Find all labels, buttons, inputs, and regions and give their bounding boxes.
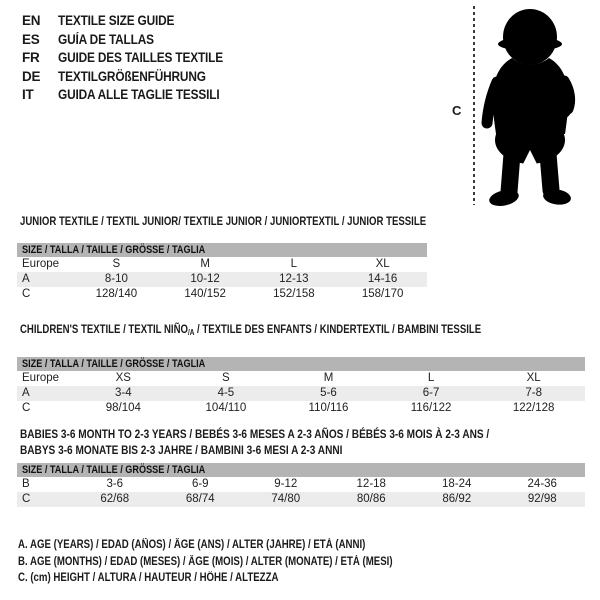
size-cell: S [222,372,230,384]
footnotes [18,537,464,587]
size-table-header-text: SIZE / TALLA / TAILLE / GRÖSSE / TAGLIA [22,358,206,370]
size-cell: 6-7 [422,387,440,399]
junior-size-table [17,243,427,302]
size-cell: 98/104 [105,402,141,414]
size-table-row [17,477,585,492]
size-cell: XS [115,372,131,384]
footnote-c [18,570,464,587]
size-cell: 12-18 [356,478,386,490]
lang-row-it [22,86,246,105]
size-cell: 4-5 [217,387,235,399]
size-table-row [17,257,427,272]
children-size-table [17,357,585,416]
size-cell: 74/80 [271,493,301,505]
language-list [22,12,246,105]
lang-text: GUÍA DE TALLAS [58,31,154,47]
footnote-a-text: A. AGE (YEARS) / EDAD (AÑOS) / ÂGE (ANS) / ALTER (JAHRE) / ETÀ (ANNI) [18,539,366,551]
size-cell: 14-16 [367,273,398,285]
size-table-row [17,287,427,302]
children-section-heading [20,321,596,341]
size-cell: 122/128 [512,402,555,414]
size-cell: 158/170 [361,288,404,300]
children-heading-text [20,321,481,341]
row-label: B [22,478,30,490]
babies-heading-line1: BABIES 3-6 MONTH TO 2-3 YEARS / BEBÉS 3-6 MESES A 2-3 AÑOS / BÉBÉS 3-6 MOIS À 2-3 ANS / [20,427,490,441]
size-cell: 24-36 [527,478,557,490]
size-cell: 128/140 [95,288,138,300]
size-cell: 6-9 [191,478,209,490]
size-table-header-bar [17,357,585,371]
height-dashed-line [473,6,475,205]
row-label: C [22,493,31,505]
size-table-row [17,272,427,287]
babies-size-table [17,463,585,507]
size-cell: 5-6 [320,387,337,399]
row-label: Europe [22,258,60,270]
row-label: A [22,273,30,285]
size-cell: 92/98 [527,493,557,505]
size-table-header-bar [17,463,585,477]
size-cell: 3-4 [114,387,132,399]
size-table-header-text: SIZE / TALLA / TAILLE / GRÖSSE / TAGLIA [22,244,206,256]
size-cell: 140/152 [184,288,226,300]
lang-row-de [22,68,246,87]
size-cell: L [427,372,435,384]
row-label: C [22,288,31,300]
size-table-row [17,401,585,416]
size-cell: 86/92 [442,493,472,505]
size-cell: XL [526,372,541,384]
children-heading-post: / TEXTILE DES ENFANTS / KINDERTEXTIL / BAMBINI TESSILE [194,322,482,336]
size-cell: 80/86 [356,493,386,505]
lang-code: EN [22,13,41,28]
footnote-b-text: B. AGE (MONTHS) / EDAD (MESES) / ÂGE (MOIS) / ALTER (MONATE) / ETÀ (MESI) [18,555,393,568]
size-table-row [17,386,585,401]
size-cell: XL [375,258,390,270]
children-heading-pre: CHILDREN'S TEXTILE / TEXTIL NIÑO [20,322,188,336]
lang-text: TEXTILE SIZE GUIDE [58,13,175,28]
babies-heading-line2: BABYS 3-6 MONATE BIS 2-3 JAHRE / BAMBINI 3-6 MESI A 2-3 ANNI [20,443,343,457]
lang-row-en [22,12,246,31]
size-cell: S [112,258,121,270]
size-cell: M [200,258,210,270]
size-cell: 12-13 [279,273,309,285]
lang-code: DE [22,68,41,84]
size-cell: 68/74 [185,493,215,505]
footnote-b [18,554,464,571]
lang-row-fr [22,49,246,68]
size-cell: 152/158 [273,288,315,300]
size-cell: 8-10 [104,273,128,285]
baby-silhouette-icon [477,4,596,210]
junior-heading-text: JUNIOR TEXTILE / TEXTIL JUNIOR/ TEXTILE JUNIOR / JUNIORTEXTIL / JUNIOR TESSILE [20,214,427,228]
size-table-row [17,492,585,507]
height-measure-label: C [452,103,462,118]
row-label: C [22,402,31,414]
size-cell: 9-12 [274,478,298,490]
size-cell: M [323,372,334,384]
size-table-header-text: SIZE / TALLA / TAILLE / GRÖSSE / TAGLIA [22,464,206,476]
size-cell: 110/116 [308,402,349,414]
size-table-row [17,371,585,386]
size-cell: 62/68 [100,493,130,505]
size-cell: 116/122 [410,402,452,414]
lang-text: GUIDA ALLE TAGLIE TESSILI [58,87,220,102]
babies-section-heading [20,426,579,458]
lang-text: GUIDE DES TAILLES TEXTILE [58,50,224,65]
children-heading-subscript: /A [187,328,195,337]
size-cell: 18-24 [442,478,472,490]
size-cell: 7-8 [525,387,542,399]
size-table-header-bar [17,243,427,257]
lang-code: IT [22,87,34,102]
lang-code: ES [22,31,40,47]
lang-text: TEXTILGRÖßENFÜHRUNG [58,68,206,84]
size-cell: 104/110 [205,402,247,414]
lang-code: FR [22,50,40,65]
size-cell: 3-6 [106,478,124,490]
lang-row-es [22,31,246,50]
footnote-c-text: C. (cm) HEIGHT / ALTURA / HAUTEUR / HÖHE / ALTEZZA [18,572,279,584]
junior-section-heading [20,213,528,229]
size-cell: L [290,258,298,270]
size-cell: 10-12 [190,273,220,285]
row-label: Europe [22,372,60,384]
footnote-a [18,537,464,554]
row-label: A [22,387,30,399]
